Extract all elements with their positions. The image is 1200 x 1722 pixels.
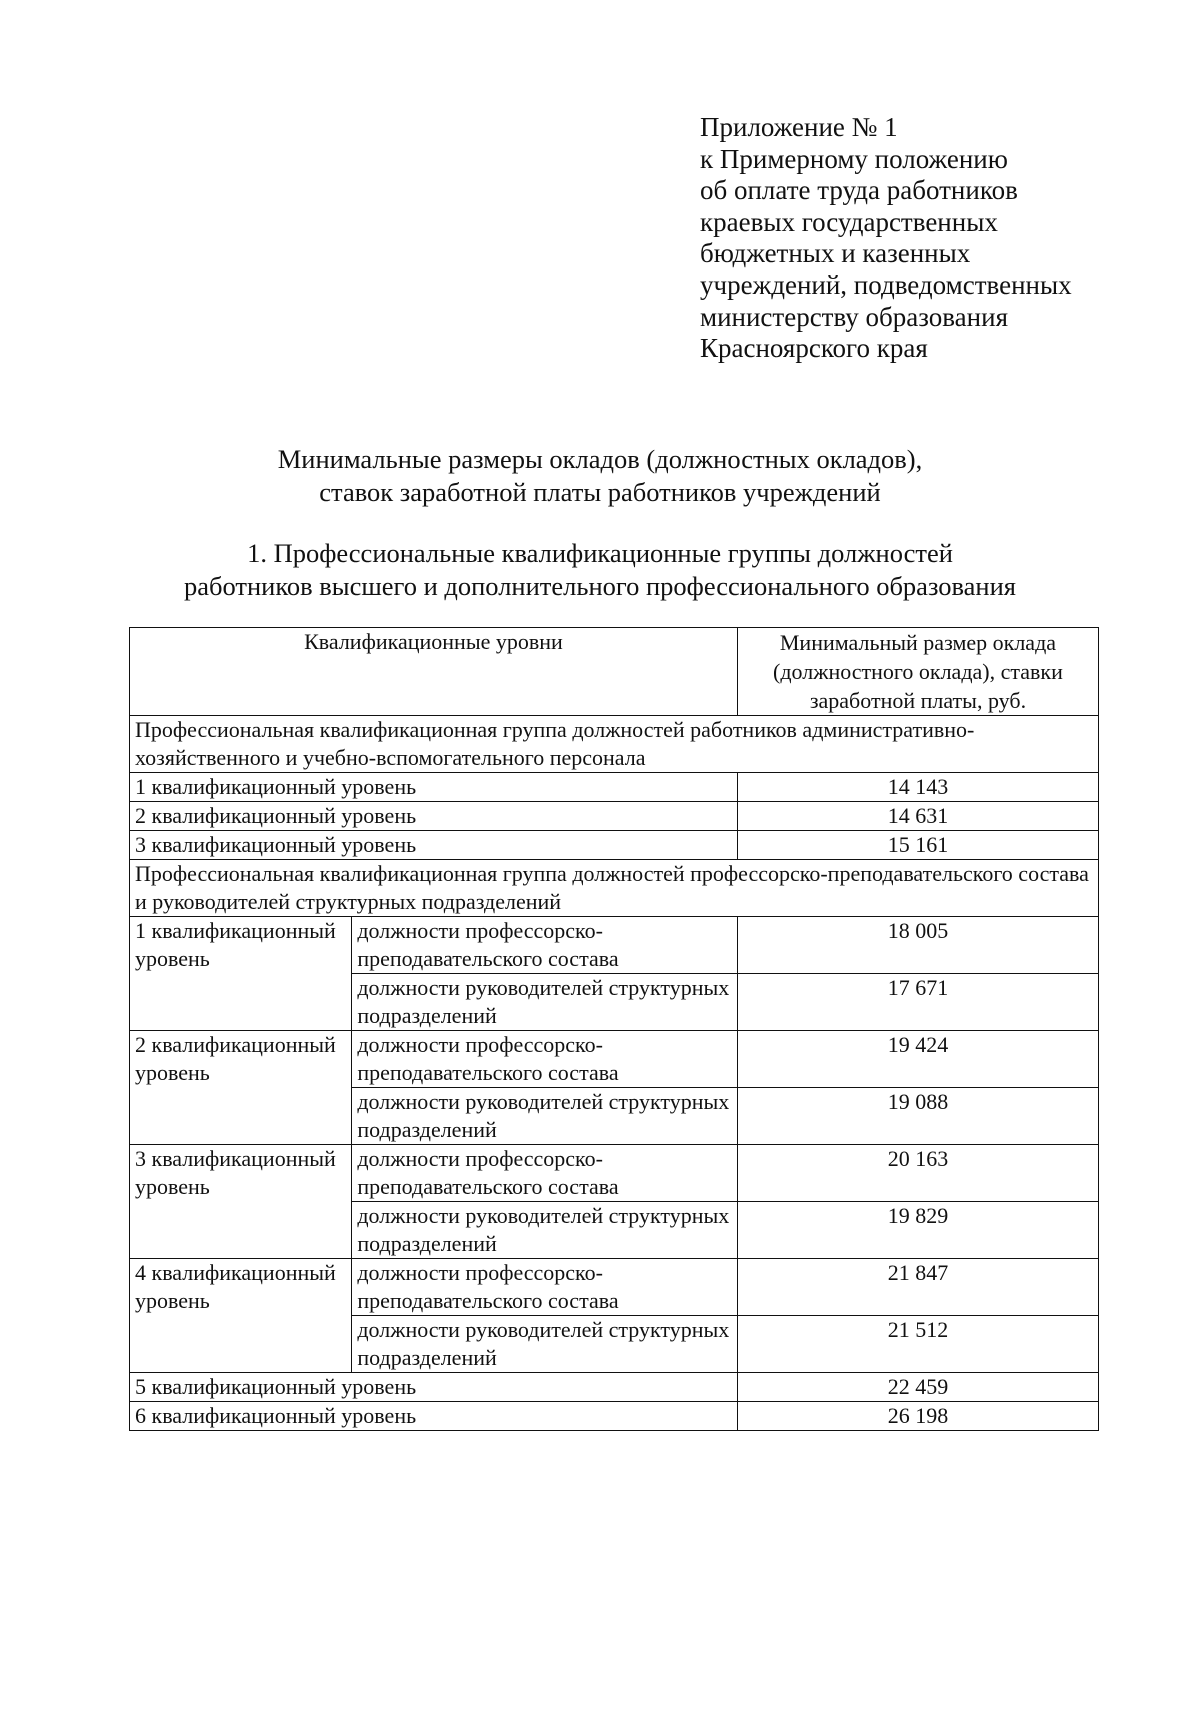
group-title-faculty: Профессиональная квалификационная группа должностей профессорско-преподавательского состава и руководителей структурных подразделений <box>130 860 1099 917</box>
appendix-line: краевых государственных <box>700 206 998 237</box>
amount-cell: 18 005 <box>737 917 1098 974</box>
amount-cell: 22 459 <box>737 1373 1098 1402</box>
appendix-line: об оплате труда работников <box>700 175 1018 206</box>
amount-cell: 17 671 <box>737 974 1098 1031</box>
position-cell: должности руководителей структурных подразделений <box>352 1316 738 1373</box>
amount-cell: 14 631 <box>737 802 1098 831</box>
table-row <box>130 1373 1099 1402</box>
salary-table <box>129 627 1099 1431</box>
amount-cell: 21 847 <box>737 1259 1098 1316</box>
position-cell: должности руководителей структурных подразделений <box>352 1202 738 1259</box>
amount-cell: 19 424 <box>737 1031 1098 1088</box>
appendix-line: учреждений, подведомственных <box>700 269 1072 300</box>
level-cell: 1 квалификационный уровень <box>130 917 352 1031</box>
title-line: ставок заработной платы работников учреждений <box>319 477 881 507</box>
amount-cell: 15 161 <box>737 831 1098 860</box>
level-cell: 3 квалификационный уровень <box>130 831 738 860</box>
amount-cell: 20 163 <box>737 1145 1098 1202</box>
appendix-line: министерству образования <box>700 301 1008 332</box>
group-title-row <box>130 716 1099 773</box>
header-minimum-salary: Минимальный размер оклада (должностного оклада), ставки заработной платы, руб. <box>737 628 1098 716</box>
level-cell: 1 квалификационный уровень <box>130 773 738 802</box>
level-cell: 5 квалификационный уровень <box>130 1373 738 1402</box>
appendix-line: бюджетных и казенных <box>700 238 971 269</box>
position-cell: должности руководителей структурных подразделений <box>352 974 738 1031</box>
amount-cell: 14 143 <box>737 773 1098 802</box>
amount-cell: 19 088 <box>737 1088 1098 1145</box>
table-row <box>130 802 1099 831</box>
level-cell: 2 квалификационный уровень <box>130 1031 352 1145</box>
level-cell: 2 квалификационный уровень <box>130 802 738 831</box>
appendix-header <box>700 112 1180 365</box>
table-row <box>130 917 1099 974</box>
table-header-row <box>130 628 1099 716</box>
appendix-line: к Примерному положению <box>700 143 1008 174</box>
table-row <box>130 1031 1099 1088</box>
table-row <box>130 831 1099 860</box>
title-line: Минимальные размеры окладов (должностных окладов), <box>277 444 923 474</box>
level-cell: 3 квалификационный уровень <box>130 1145 352 1259</box>
position-cell: должности профессорско-преподавательского состава <box>352 917 738 974</box>
header-qualification-levels: Квалификационные уровни <box>130 628 738 716</box>
group-title-row <box>130 860 1099 917</box>
section-title-line: 1. Профессиональные квалификационные группы должностей <box>247 538 953 568</box>
table-row <box>130 1259 1099 1316</box>
group-title-admin: Профессиональная квалификационная группа должностей работников административно-хозяйственного и учебно-вспомогательного персонала <box>130 716 1099 773</box>
appendix-line: Приложение № 1 <box>700 112 898 142</box>
document-title <box>0 443 1200 509</box>
table-row <box>130 773 1099 802</box>
position-cell: должности профессорско-преподавательского состава <box>352 1145 738 1202</box>
amount-cell: 19 829 <box>737 1202 1098 1259</box>
position-cell: должности профессорско-преподавательского состава <box>352 1031 738 1088</box>
appendix-line: Красноярского края <box>700 333 928 364</box>
section-title-line: работников высшего и дополнительного профессионального образования <box>184 571 1016 601</box>
position-cell: должности профессорско-преподавательского состава <box>352 1259 738 1316</box>
position-cell: должности руководителей структурных подразделений <box>352 1088 738 1145</box>
table-row <box>130 1145 1099 1202</box>
table-row <box>130 1402 1099 1431</box>
section-title <box>0 537 1200 603</box>
level-cell: 6 квалификационный уровень <box>130 1402 738 1431</box>
amount-cell: 21 512 <box>737 1316 1098 1373</box>
amount-cell: 26 198 <box>737 1402 1098 1431</box>
level-cell: 4 квалификационный уровень <box>130 1259 352 1373</box>
